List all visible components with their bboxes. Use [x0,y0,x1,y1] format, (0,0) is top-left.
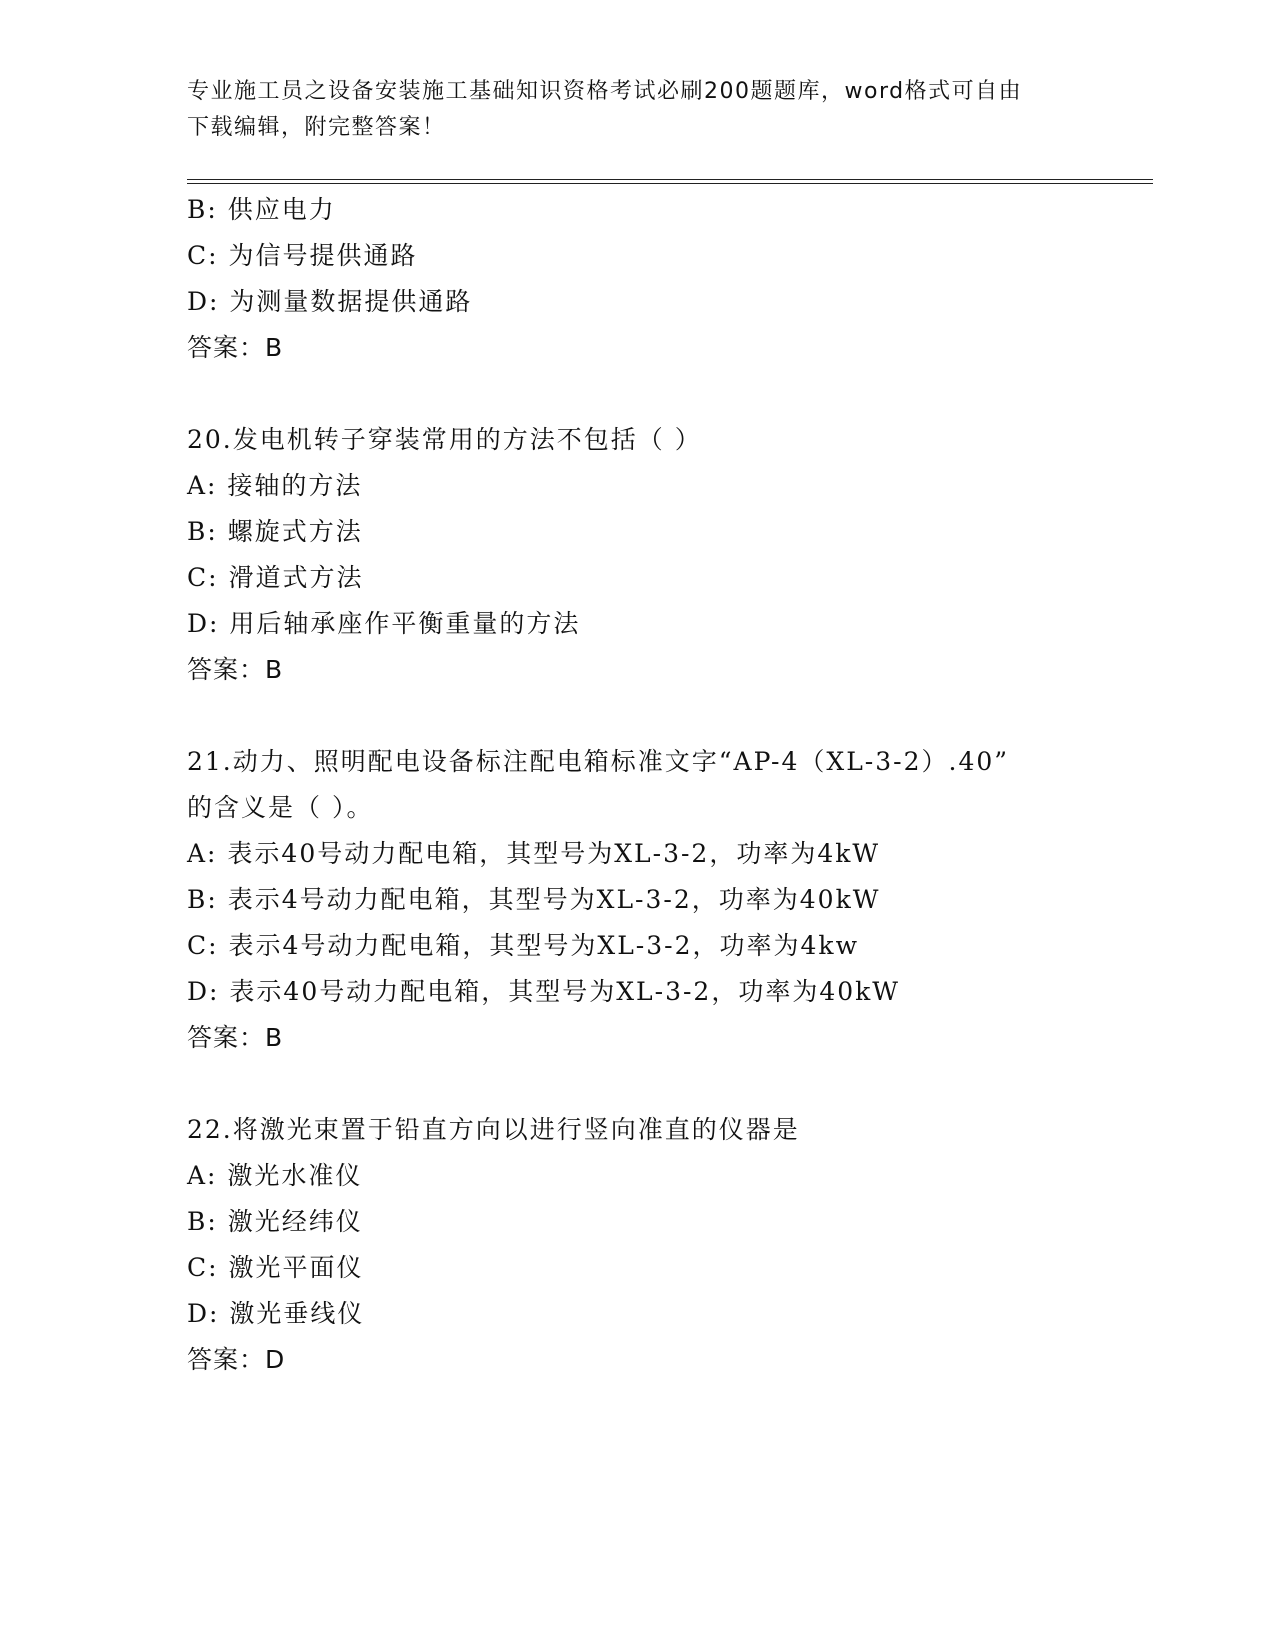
question-21 [187,739,1153,1061]
option-c: C: 为信号提供通路 [187,241,418,270]
spacer [187,1061,1153,1107]
header-divider-top [187,179,1153,180]
question-stem [187,739,1153,831]
option-c: C: 激光平面仪 [187,1253,364,1282]
answer-line: 答案：B [187,1023,284,1052]
question-19-continuation [187,187,1153,371]
option-a: A: 表示40号动力配电箱，其型号为XL-3-2，功率为4kW [187,839,881,868]
option-b: B: 表示4号动力配电箱，其型号为XL-3-2，功率为40kW [187,885,881,914]
answer-line: 答案：B [187,655,284,684]
question-stem-line: 20.发电机转子穿装常用的方法不包括（ ） [187,425,702,454]
question-22 [187,1107,1153,1383]
question-stem [187,417,1153,463]
option-b: B: 螺旋式方法 [187,517,363,546]
spacer [187,693,1153,739]
option-a: A: 接轴的方法 [187,471,363,500]
question-20 [187,417,1153,693]
question-stem [187,1107,1153,1153]
option-d: D: 激光垂线仪 [187,1299,365,1328]
spacer [187,371,1153,417]
question-list [187,187,1153,1383]
answer-line: 答案：D [187,1345,286,1374]
header-title-line-1: 专业施工员之设备安装施工基础知识资格考试必刷200题题库，word格式可自由 [187,79,1023,104]
question-stem-line: 的含义是（ ）。 [187,793,374,822]
header-title-line-2: 下载编辑，附完整答案！ [187,115,446,140]
option-b: B: 激光经纬仪 [187,1207,363,1236]
option-d: D: 表示40号动力配电箱，其型号为XL-3-2，功率为40kW [187,977,900,1006]
option-d: D: 用后轴承座作平衡重量的方法 [187,609,581,638]
document-header [187,74,1067,146]
question-stem-line: 21.动力、照明配电设备标注配电箱标准文字“AP-4（XL-3-2）.40” [187,747,1010,776]
option-a: A: 激光水准仪 [187,1161,363,1190]
option-c: C: 表示4号动力配电箱，其型号为XL-3-2，功率为4kw [187,931,859,960]
answer-line: 答案：B [187,333,284,362]
option-c: C: 滑道式方法 [187,563,364,592]
option-b: B: 供应电力 [187,195,336,224]
question-stem-line: 22.将激光束置于铅直方向以进行竖向准直的仪器是 [187,1115,800,1144]
header-divider-bottom [187,183,1153,184]
option-d: D: 为测量数据提供通路 [187,287,473,316]
